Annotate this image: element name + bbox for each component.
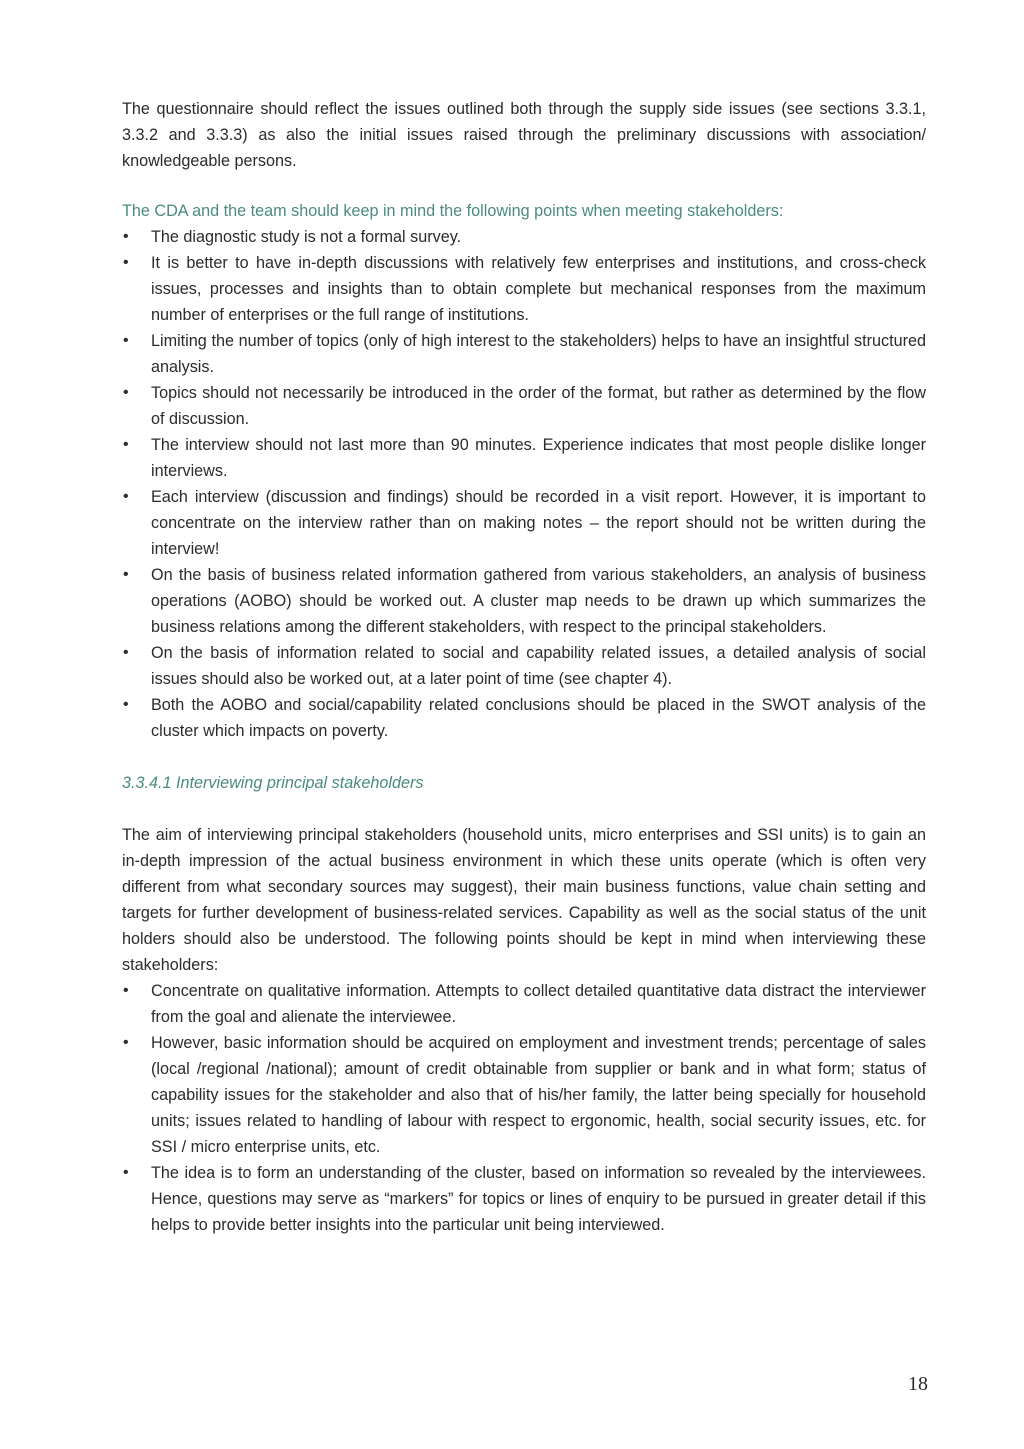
subsection-heading: 3.3.4.1 Interviewing principal stakeholders <box>122 774 424 792</box>
list-item: • Topics should not necessarily be introduced in the order of the format, but rather as determined by the flow of discussion. <box>122 380 926 432</box>
list-item: • However, basic information should be acquired on employment and investment trends; percentage of sales (local /regional /national); amount of credit obtainable from supplier or bank and in what form; status of capability issues for the stakeholder and also that of his/her family, the latter being specially for household units; issues related to handling of labour with respect to ergonomic, health, social security issues, etc. for SSI / micro enterprise units, etc. <box>122 1030 926 1160</box>
list-item: • The interview should not last more than 90 minutes. Experience indicates that most people dislike longer interviews. <box>122 432 926 484</box>
page-number: 18 <box>908 1373 928 1395</box>
document-page <box>122 96 926 1238</box>
meeting-points-heading: The CDA and the team should keep in mind the following points when meeting stakeholders: <box>122 202 784 220</box>
list-item: • Both the AOBO and social/capability related conclusions should be placed in the SWOT analysis of the cluster which impacts on poverty. <box>122 692 926 744</box>
list-item: • Limiting the number of topics (only of high interest to the stakeholders) helps to have an insightful structured analysis. <box>122 328 926 380</box>
intro-paragraph: The questionnaire should reflect the issues outlined both through the supply side issues (see sections 3.3.1, 3.3.2 and 3.3.3) as also the initial issues raised through the preliminary discussions with association/ knowledgeable persons. <box>122 100 926 170</box>
meeting-points-list <box>122 224 926 744</box>
list-item: • The idea is to form an understanding of the cluster, based on information so revealed by the interviewees. Hence, questions may serve as “markers” for topics or lines of enquiry to be pursued in greater detail if this helps to provide better insights into the particular unit being interviewed. <box>122 1160 926 1238</box>
list-item: • On the basis of business related information gathered from various stakeholders, an analysis of business operations (AOBO) should be worked out. A cluster map needs to be drawn up which summarizes the business relations among the different stakeholders, with respect to the principal stakeholders. <box>122 562 926 640</box>
list-item: • It is better to have in-depth discussions with relatively few enterprises and institutions, and cross-check issues, processes and insights than to obtain complete but mechanical responses from the maximum number of enterprises or the full range of institutions. <box>122 250 926 328</box>
list-item: • Each interview (discussion and findings) should be recorded in a visit report. However, it is important to concentrate on the interview rather than on making notes – the report should not be written during the interview! <box>122 484 926 562</box>
aim-paragraph: The aim of interviewing principal stakeholders (household units, micro enterprises and SSI units) is to gain an in-depth impression of the actual business environment in which these units operate (which is often very different from what secondary sources may suggest), their main business functions, value chain setting and targets for further development of business-related services. Capability as well as the social status of the unit holders should also be understood. The following points should be kept in mind when interviewing these stakeholders: <box>122 826 926 974</box>
list-item: • Concentrate on qualitative information. Attempts to collect detailed quantitative data distract the interviewer from the goal and alienate the interviewee. <box>122 978 926 1030</box>
list-item: • On the basis of information related to social and capability related issues, a detailed analysis of social issues should also be worked out, at a later point of time (see chapter 4). <box>122 640 926 692</box>
interview-points-list <box>122 978 926 1238</box>
list-item: • The diagnostic study is not a formal survey. <box>122 224 926 250</box>
